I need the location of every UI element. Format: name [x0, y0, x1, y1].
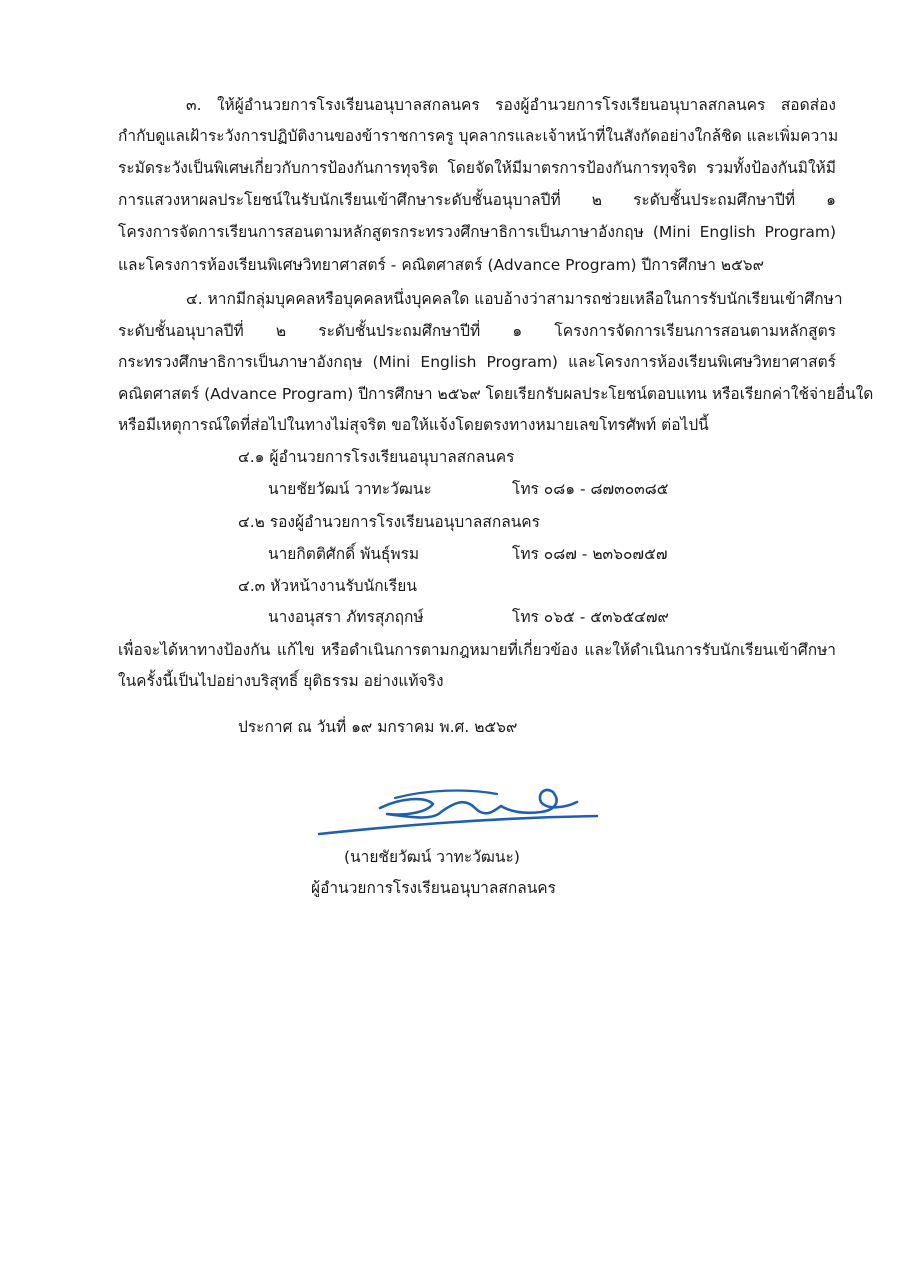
- closing-line-1: เพื่อจะได้หาทางป้องกัน แก้ไข หรือดำเนินการตามกฎหมายที่เกี่ยวข้อง และให้ดำเนินการรับนักเรียนเข้าศึกษา: [118, 641, 836, 659]
- item4-line-5: หรือมีเหตุการณ์ใดที่ส่อไปในทางไม่สุจริต ขอให้แจ้งโดยตรงทางหมายเลขโทรศัพท์ ต่อไปนี้: [118, 416, 709, 434]
- closing-line-2: ในครั้งนี้เป็นไปอย่างบริสุทธิ์ ยุติธรรม อย่างแท้จริง: [118, 672, 444, 690]
- contact-2-name: นายกิตติศักดิ์ พันธุ์พรม: [268, 545, 420, 563]
- contact-1-phone: โทร ๐๘๑ - ๘๗๓๐๓๘๕: [512, 480, 669, 498]
- item3-line-2: กำกับดูแลเฝ้าระวังการปฏิบัติงานของข้าราชการครู บุคลากรและเจ้าหน้าที่ในสังกัดอย่างใกล้ชิด และเพิ่มความ: [118, 127, 839, 145]
- contact-3-phone: โทร ๐๖๕ - ๕๓๖๕๔๗๙: [512, 608, 669, 626]
- contact-2-title: ๔.๒ รองผู้อำนวยการโรงเรียนอนุบาลสกลนคร: [238, 513, 540, 531]
- contact-3-name: นางอนุสรา ภัทรสุภฤกษ์: [268, 608, 424, 626]
- signer-position: ผู้อำนวยการโรงเรียนอนุบาลสกลนคร: [311, 879, 556, 897]
- signature-image: [315, 772, 605, 844]
- contact-2-phone: โทร ๐๘๗ - ๒๓๖๐๗๕๗: [512, 545, 668, 563]
- item3-line-5: โครงการจัดการเรียนการสอนตามหลักสูตรกระทรวงศึกษาธิการเป็นภาษาอังกฤษ (Mini English Program): [118, 223, 836, 241]
- signer-name: (นายชัยวัฒน์ วาทะวัฒนะ): [344, 848, 520, 866]
- item4-line-3: กระทรวงศึกษาธิการเป็นภาษาอังกฤษ (Mini English Program) และโครงการห้องเรียนพิเศษวิทยาศาสตร์: [118, 353, 836, 371]
- contact-1-name: นายชัยวัฒน์ วาทะวัฒนะ: [268, 480, 432, 498]
- item3-line-4: การแสวงหาผลประโยชน์ในรับนักเรียนเข้าศึกษาระดับชั้นอนุบาลปีที่ ๒ ระดับชั้นประถมศึกษาปีที่ ๑: [118, 191, 836, 209]
- item4-line-1: ๔. หากมีกลุ่มบุคคลหรือบุคคลหนึ่งบุคคลใด แอบอ้างว่าสามารถช่วยเหลือในการรับนักเรียนเข้าศึกษา: [186, 290, 843, 308]
- item4-line-4: คณิตศาสตร์ (Advance Program) ปีการศึกษา ๒๕๖๙ โดยเรียกรับผลประโยชน์ตอบแทน หรือเรียกค่าใช้จ่ายอื่นใด: [118, 385, 874, 403]
- item4-line-2: ระดับชั้นอนุบาลปีที่ ๒ ระดับชั้นประถมศึกษาปีที่ ๑ โครงการจัดการเรียนการสอนตามหลักสูตร: [118, 322, 836, 340]
- contact-3-title: ๔.๓ หัวหน้างานรับนักเรียน: [238, 577, 417, 595]
- item3-line-6: และโครงการห้องเรียนพิเศษวิทยาศาสตร์ - คณิตศาสตร์ (Advance Program) ปีการศึกษา ๒๕๖๙: [118, 256, 764, 274]
- announce-date: ประกาศ ณ วันที่ ๑๙ มกราคม พ.ศ. ๒๕๖๙: [238, 718, 518, 736]
- item3-line-3: ระมัดระวังเป็นพิเศษเกี่ยวกับการป้องกันการทุจริต โดยจัดให้มีมาตรการป้องกันการทุจริต รวมทั้งป้องกันมิให้มี: [118, 159, 836, 177]
- contact-1-title: ๔.๑ ผู้อำนวยการโรงเรียนอนุบาลสกลนคร: [238, 448, 515, 466]
- item3-line-1: ๓. ให้ผู้อำนวยการโรงเรียนอนุบาลสกลนคร รองผู้อำนวยการโรงเรียนอนุบาลสกลนคร สอดส่อง: [186, 96, 836, 114]
